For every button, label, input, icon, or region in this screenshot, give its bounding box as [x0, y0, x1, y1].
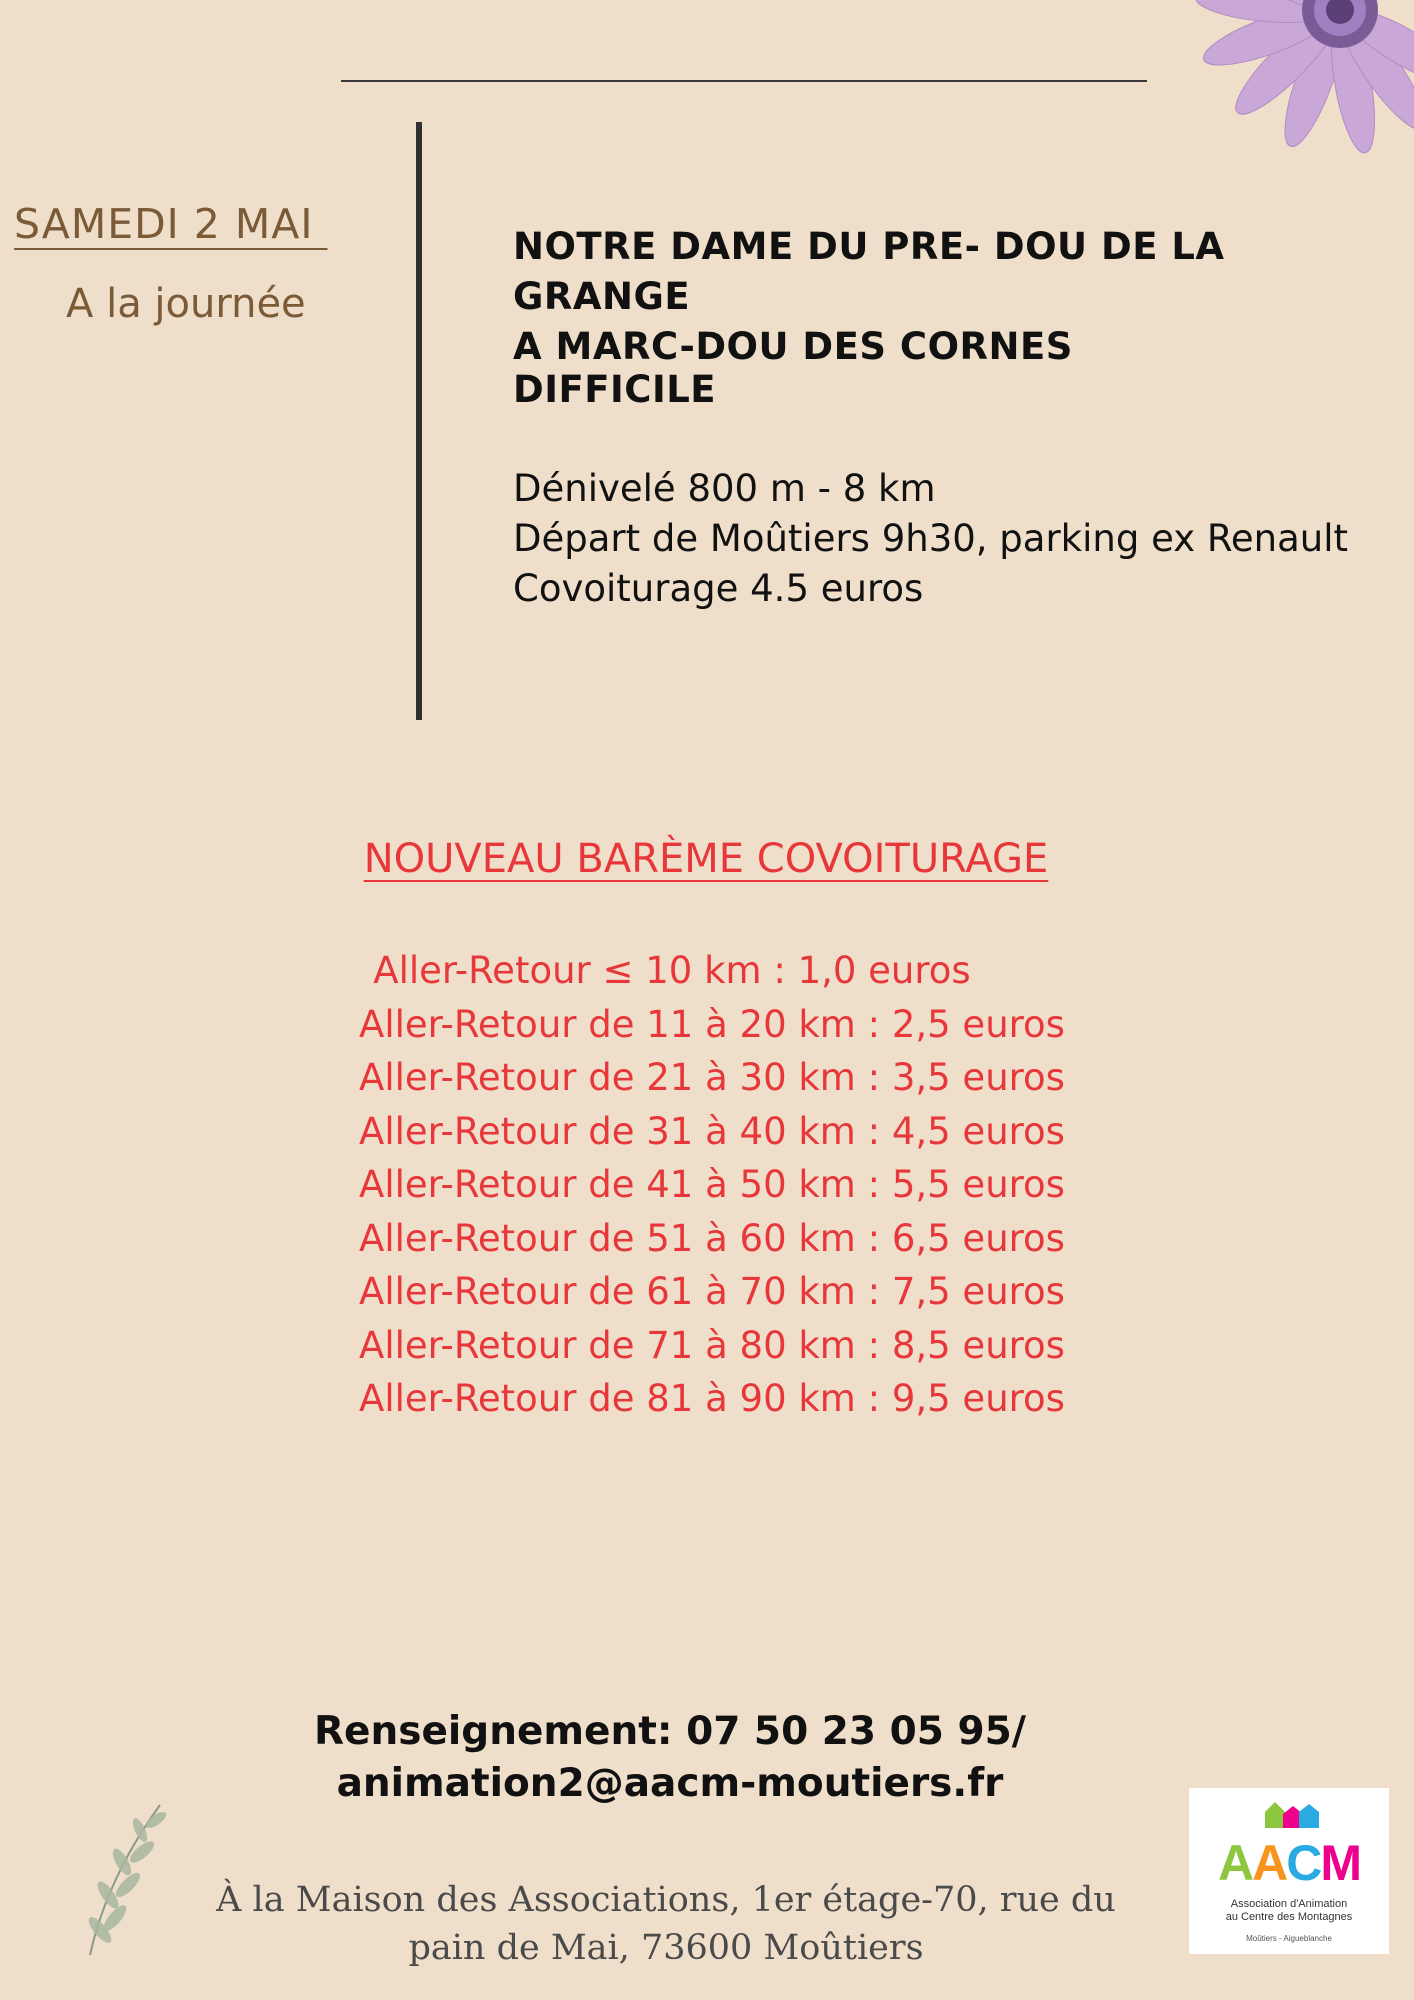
event-details	[513, 464, 1348, 614]
address-line-1: À la Maison des Associations, 1er étage-70, rue du	[216, 1880, 1116, 1920]
logo-letter: C	[1286, 1835, 1321, 1891]
logo-tagline-line-1: Association d'Animation	[1230, 1898, 1348, 1910]
rate-line: Aller-Retour de 81 à 90 km : 9,5 euros	[359, 1377, 1065, 1420]
carpool-rates-heading	[0, 836, 1414, 882]
vertical-divider	[416, 122, 422, 720]
contact-phone: Renseignement: 07 50 23 05 95/	[314, 1709, 1026, 1754]
logo-houses-icon	[1261, 1798, 1321, 1832]
logo-tagline	[1189, 1898, 1389, 1924]
rate-line: Aller-Retour de 31 à 40 km : 4,5 euros	[359, 1109, 1065, 1153]
event-title-line-2: A MARC-DOU DES CORNES	[513, 325, 1073, 368]
departure-info: Départ de Moûtiers 9h30, parking ex Renault	[513, 517, 1349, 560]
event-date: SAMEDI 2 MAI	[14, 200, 328, 248]
logo-letter: A	[1252, 1835, 1287, 1891]
event-title-line-1: NOTRE DAME DU PRE- DOU DE LA GRANGE	[513, 225, 1225, 318]
logo-tagline-line-2: au Centre des Montagnes	[1225, 1911, 1353, 1923]
event-title	[513, 222, 1414, 372]
rate-line: Aller-Retour de 71 à 80 km : 8,5 euros	[359, 1323, 1065, 1367]
rate-line: Aller-Retour de 21 à 30 km : 3,5 euros	[359, 1056, 1065, 1099]
contact-email[interactable]: animation2@aacm-moutiers.fr	[336, 1761, 1004, 1806]
carpool-cost: Covoiturage 4.5 euros	[513, 567, 924, 610]
rate-line: Aller-Retour ≤ 10 km : 1,0 euros	[373, 949, 971, 992]
carpool-rates-list	[0, 944, 1414, 1426]
aacm-logo	[1189, 1788, 1389, 1954]
top-divider	[341, 80, 1147, 82]
flower-decoration	[1130, 0, 1414, 230]
address-line-2: pain de Mai, 73600 Moûtiers	[408, 1928, 924, 1968]
rate-line: Aller-Retour de 61 à 70 km : 7,5 euros	[359, 1270, 1065, 1313]
contact-info	[0, 1706, 1340, 1810]
event-duration: A la journée	[66, 281, 306, 327]
logo-place: Moûtiers - Aigueblanche	[1246, 1934, 1332, 1943]
rate-line: Aller-Retour de 51 à 60 km : 6,5 euros	[359, 1216, 1065, 1260]
rate-line: Aller-Retour de 11 à 20 km : 2,5 euros	[359, 1002, 1065, 1046]
logo-letters	[1189, 1834, 1389, 1892]
elevation-distance: Dénivelé 800 m - 8 km	[513, 467, 936, 510]
difficulty-label: DIFFICILE	[513, 368, 717, 411]
rate-line: Aller-Retour de 41 à 50 km : 5,5 euros	[359, 1163, 1065, 1206]
logo-letter: M	[1320, 1835, 1360, 1891]
address	[0, 1876, 1332, 1972]
carpool-rates-heading-text: NOUVEAU BARÈME COVOITURAGE	[363, 836, 1049, 882]
logo-letter: A	[1218, 1835, 1253, 1891]
